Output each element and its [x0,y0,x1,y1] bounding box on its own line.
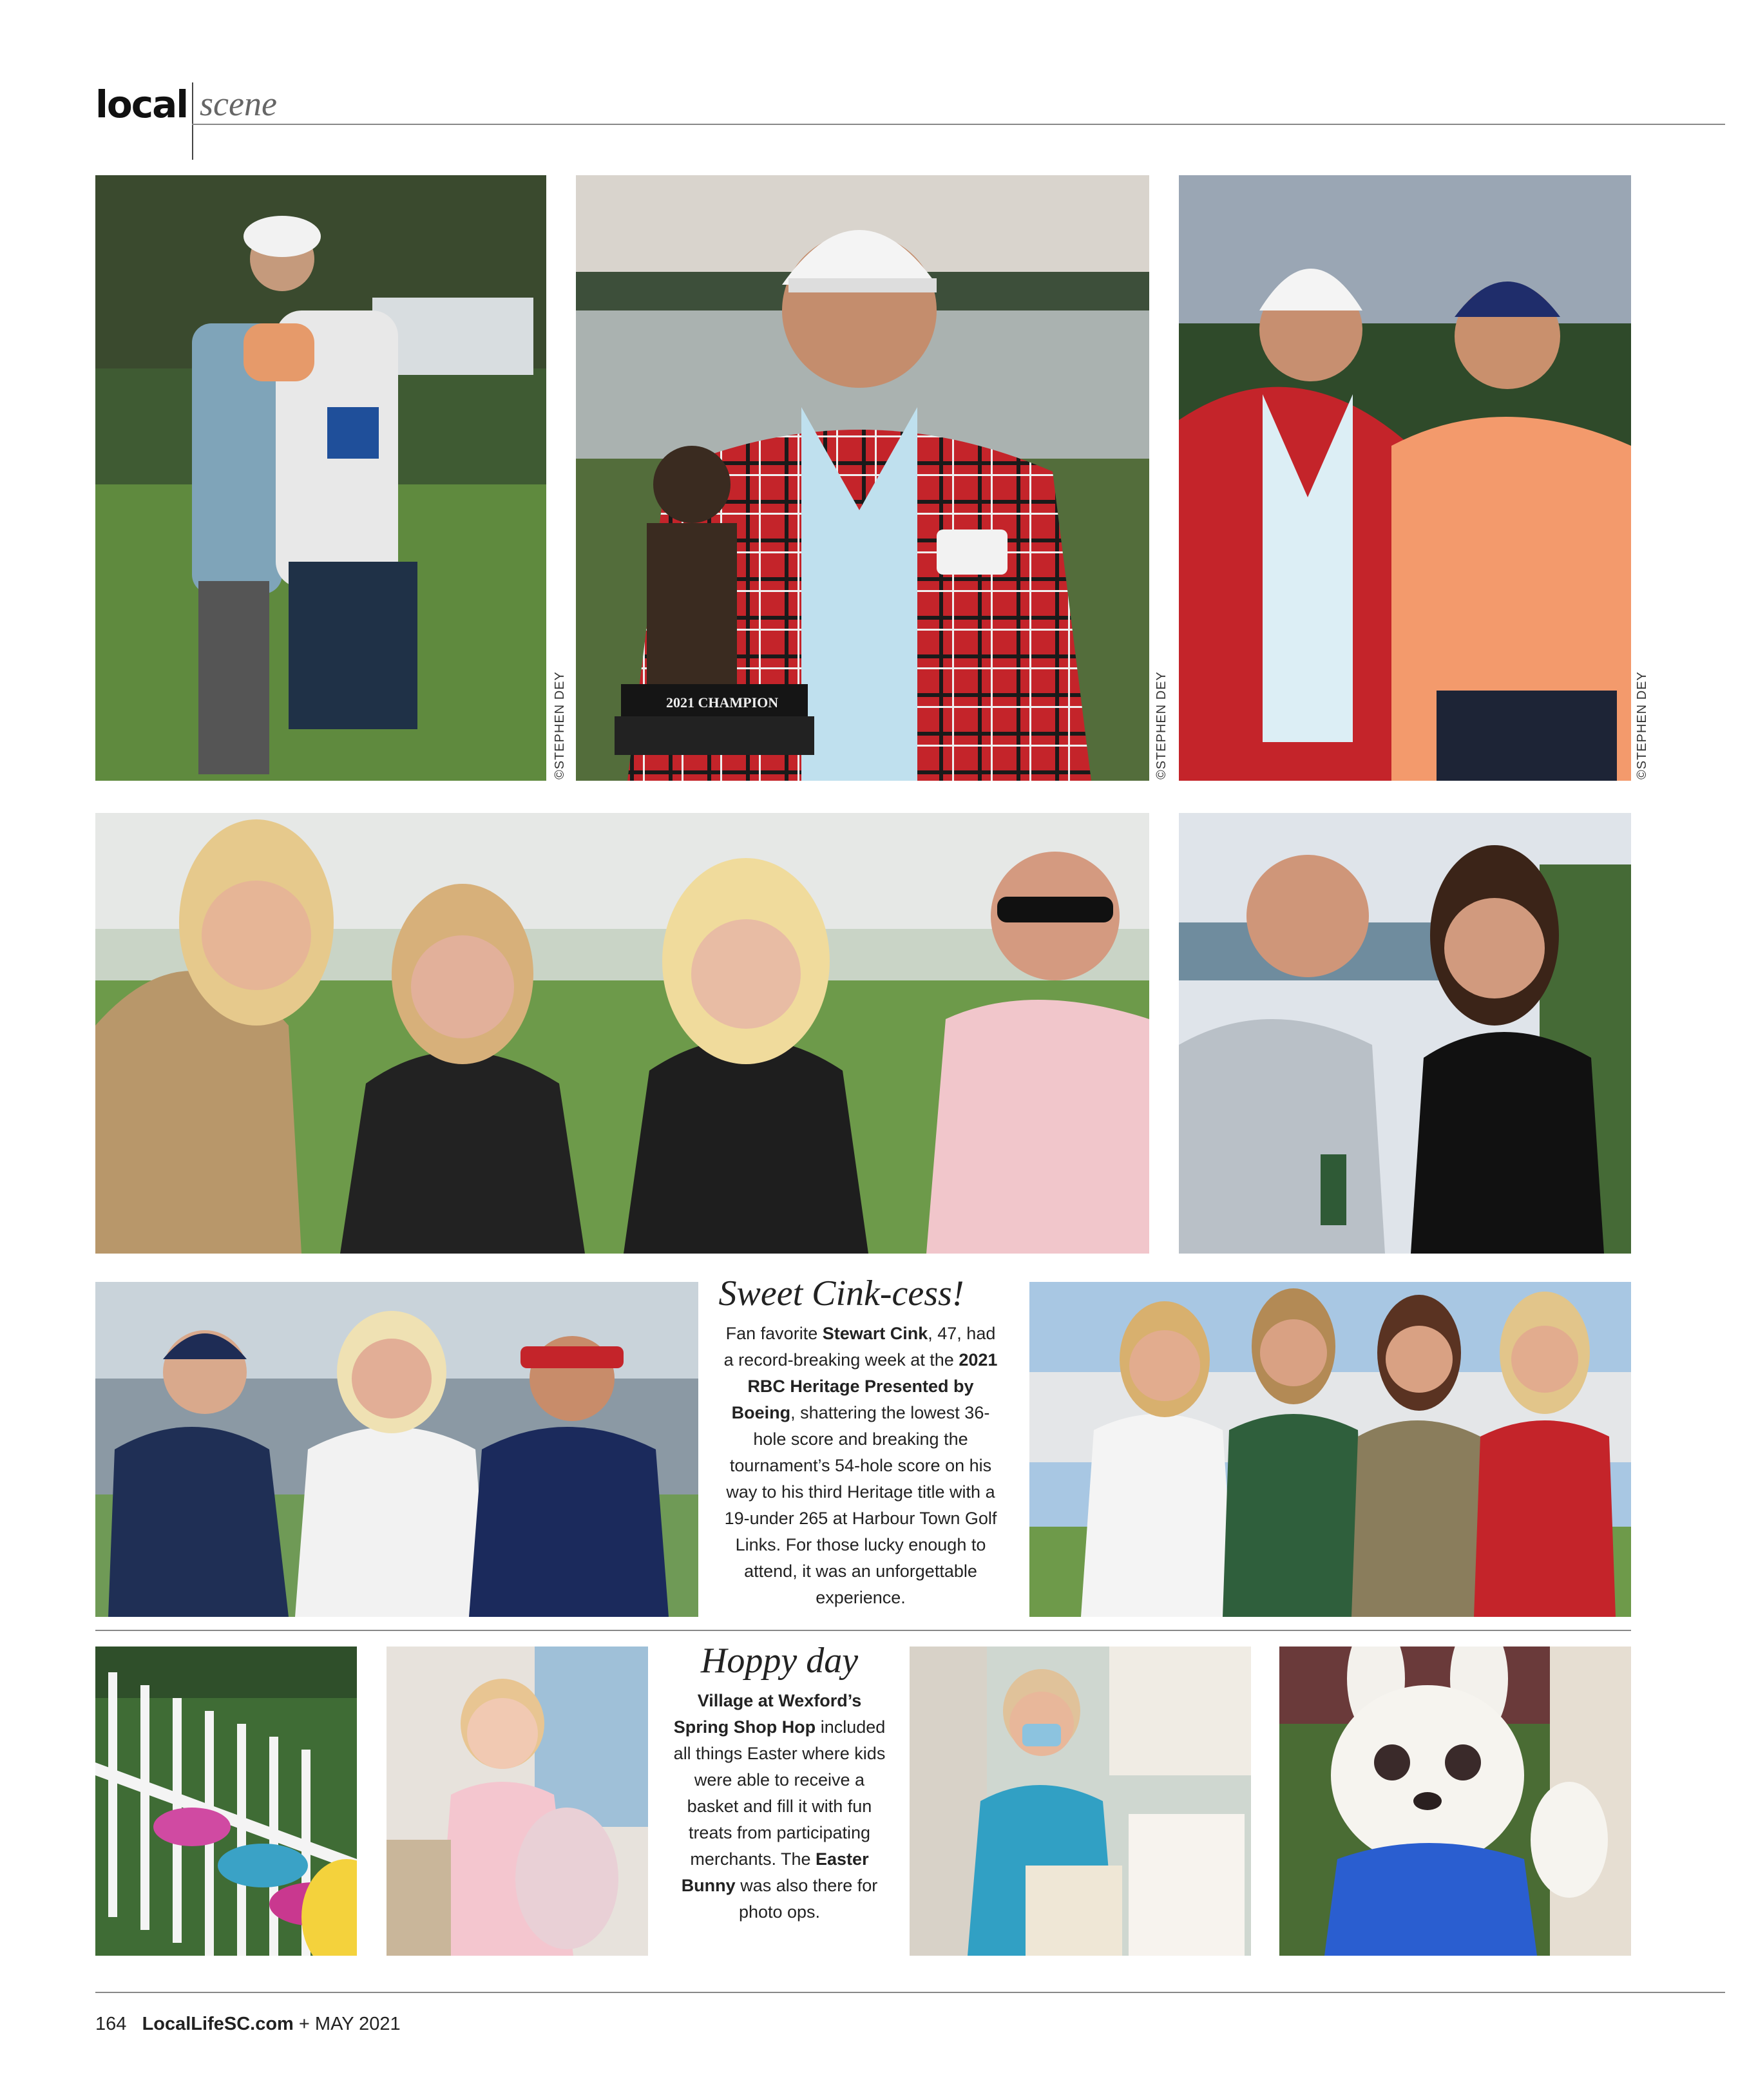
photo-credit: ©STEPHEN DEY [1154,671,1169,779]
issue-date: MAY 2021 [314,2014,401,2034]
caption-title-hoppy-day: Hoppy day [700,1641,859,1681]
footer-rule [95,1992,1725,1993]
page-number: 164 [95,2014,127,2034]
photo-woman-book-display [910,1647,1251,1956]
photo-cink-hug-caddie [95,175,546,781]
photo-four-women-plaid [1029,1282,1631,1617]
photo-credit: ©STEPHEN DEY [553,671,567,779]
photo-cink-with-son [1179,175,1631,781]
photo-three-women-visor [95,1282,698,1617]
caption-body-hoppy-day: Village at Wexford’s Spring Shop Hop included all things Easter where kids were able to receive a basket and fill it with fun treats from participating merchants. The Easter Bunny was also there for photo ops. [673,1691,886,1922]
photo-easter-baskets-fence [95,1647,357,1956]
caption-body-sweet-cinkcess: Fan favorite Stewart Cink, 47, had a record-breaking week at the 2021 RBC Heritage Presented by Boeing, shattering the lowest 36-hole score and breaking the tournament’s 54-hole score on his way to his third Heritage title with a 19-under 265 at Harbour Town Golf Links. For those lucky enough to attend, it was an unforgettable experience. [723,1324,998,1607]
section-rule [95,1630,1631,1631]
photo-group-four-fans [95,813,1149,1254]
site-name: LocalLifeSC.com [142,2014,294,2034]
section-subtitle: scene [200,84,277,123]
photo-girl-with-bunny [387,1647,648,1956]
photo-credit: ©STEPHEN DEY [1635,671,1649,779]
trophy-plate-text: 2021 CHAMPION [666,694,779,711]
page-footer [95,2014,401,2035]
header-divider [192,82,193,160]
caption-title-sweet-cinkcess: Sweet Cink-cess! [718,1274,964,1313]
header-rule [192,124,1725,125]
photo-cink-trophy [576,175,1149,781]
footer-separator: + [298,2014,310,2034]
photo-easter-bunny-costume [1279,1647,1631,1956]
section-title: local [95,82,188,126]
photo-couple-harbour [1179,813,1631,1254]
